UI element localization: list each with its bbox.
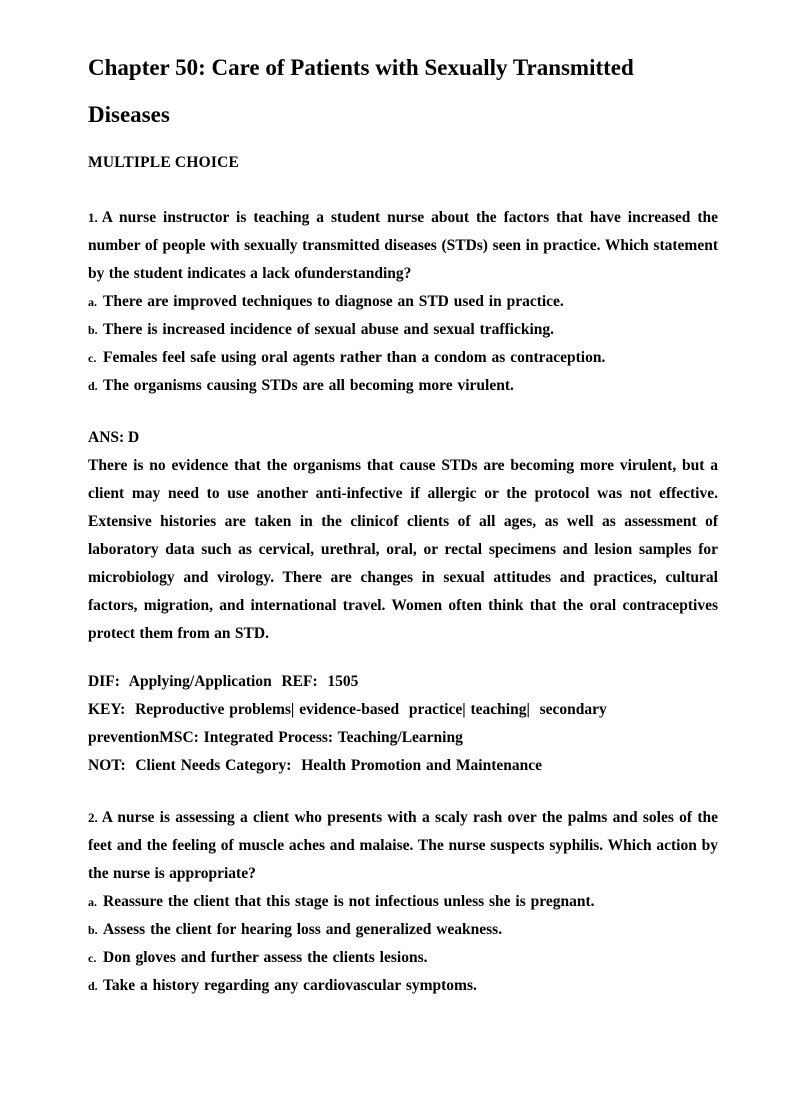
section-heading: MULTIPLE CHOICE (88, 154, 239, 171)
option-a-letter: a. (88, 895, 97, 909)
option-c (88, 944, 718, 972)
question-2-number: 2. (88, 810, 98, 825)
question-1-text: A nurse instructor is teaching a student nurse about the factors that have increased the number of people with sexually transmitted diseases (STDs) seen in practice. Which statement by the student indicates a lack ofunderstanding? (88, 209, 718, 282)
meta-msc-line: preventionMSC: Integrated Process: Teaching/Learning (88, 729, 463, 746)
meta-key-line: KEY: Reproductive problems| evidence-based practice| teaching| secondary (88, 701, 607, 718)
question-1-options (88, 288, 718, 400)
question-1-stem (88, 204, 718, 288)
option-c-text: Don gloves and further assess the clients lesions. (103, 949, 428, 966)
option-a-text: There are improved techniques to diagnose an STD used in practice. (103, 293, 564, 310)
option-d-letter: d. (88, 979, 98, 993)
option-a-letter: a. (88, 295, 97, 309)
option-b-text: There is increased incidence of sexual abuse and sexual trafficking. (103, 321, 555, 338)
option-d-text: Take a history regarding any cardiovascular symptoms. (103, 977, 477, 994)
question-2-options (88, 888, 718, 1000)
option-b (88, 916, 718, 944)
question-1 (88, 204, 718, 780)
question-1-number: 1. (88, 210, 98, 225)
option-d (88, 372, 718, 400)
option-b-letter: b. (88, 923, 98, 937)
rationale-text: There is no evidence that the organisms that cause STDs are becoming more virulent, but a client may need to use another anti-infective if allergic or the protocol was not effective. Extensive histories are taken in the clinicof clients of all ages, as well as assessment of laboratory data such as cervical, urethral, oral, or rectal specimens and lesion samples for microbiology and virology. There are changes in sexual attitudes and practices, cultural factors, migration, and international travel. Women often think that the oral contraceptives protect them from an STD. (88, 457, 718, 642)
option-c-letter: c. (88, 951, 97, 965)
answer-line: ANS: D (88, 429, 140, 446)
option-c-text: Females feel safe using oral agents rather than a condom as contraception. (103, 349, 606, 366)
question-1-meta (88, 668, 718, 780)
option-b-letter: b. (88, 323, 98, 337)
chapter-title: Chapter 50: Care of Patients with Sexually Transmitted Diseases (88, 55, 634, 127)
option-d-text: The organisms causing STDs are all becoming more virulent. (103, 377, 514, 394)
option-c (88, 344, 718, 372)
option-d-letter: d. (88, 379, 98, 393)
option-a (88, 888, 718, 916)
option-d (88, 972, 718, 1000)
option-a (88, 288, 718, 316)
option-b-text: Assess the client for hearing loss and generalized weakness. (103, 921, 503, 938)
meta-not-line: NOT: Client Needs Category: Health Promotion and Maintenance (88, 757, 543, 774)
question-2 (88, 804, 718, 1000)
question-2-text: A nurse is assessing a client who presents with a scaly rash over the palms and soles of the feet and the feeling of muscle aches and malaise. The nurse suspects syphilis. Which action by the nurse is appropriate? (88, 809, 718, 882)
meta-dif-line: DIF: Applying/Application REF: 1505 (88, 673, 359, 690)
option-b (88, 316, 718, 344)
question-2-stem (88, 804, 718, 888)
option-a-text: Reassure the client that this stage is not infectious unless she is pregnant. (103, 893, 595, 910)
option-c-letter: c. (88, 351, 97, 365)
